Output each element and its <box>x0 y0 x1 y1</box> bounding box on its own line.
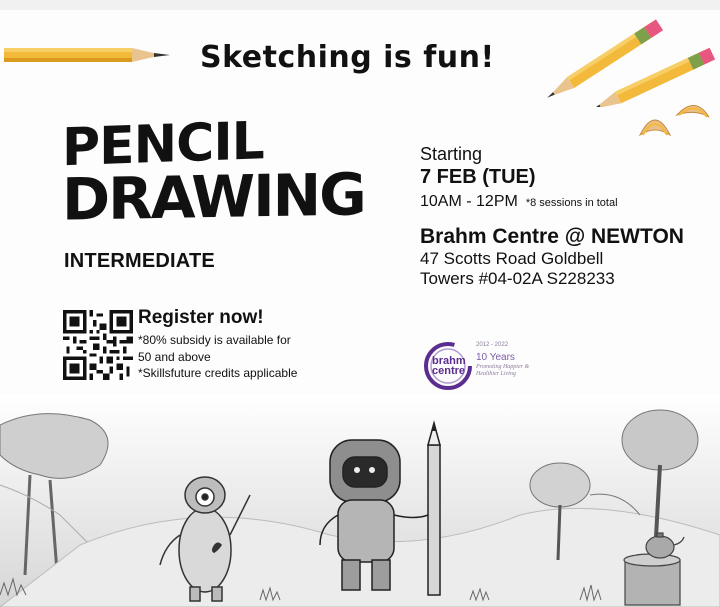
skillsfuture-line: *Skillsfuture credits applicable <box>138 366 298 381</box>
pencil-left-icon <box>4 40 174 70</box>
pencils-right-icon <box>545 12 720 107</box>
address-line-2: Towers #04-02A S228233 <box>420 268 615 288</box>
logo-brand-line-2: centre <box>432 364 466 377</box>
subsidy-line-1: *80% subsidy is available for <box>138 333 291 347</box>
start-date: 7 FEB (TUE) <box>420 166 536 188</box>
title-line-2: DRAWING <box>62 160 365 234</box>
class-time: 10AM - 12PM <box>420 193 518 210</box>
starting-label: Starting <box>420 144 483 164</box>
top-strip <box>0 0 720 10</box>
address-line-1: 47 Scotts Road Goldbell <box>420 249 604 268</box>
subsidy-line-2: 50 and above <box>138 349 211 364</box>
register-heading: Register now! <box>138 307 264 328</box>
venue-name: Brahm Centre @ NEWTON <box>420 225 684 248</box>
logo-brand-line-1: brahm <box>432 355 466 367</box>
title-line-1: PENCIL <box>62 111 264 179</box>
qr-code[interactable] <box>63 310 133 380</box>
logo-wordmark <box>432 357 466 377</box>
sketch-illustration <box>0 395 720 607</box>
registration-block <box>138 307 297 382</box>
logo-years: 2012 - 2022 <box>476 342 509 348</box>
logo-tagline: Promoting Happier & Healthier Living <box>476 364 530 378</box>
logo-anniversary: 10 Years <box>476 352 515 363</box>
course-title <box>62 111 365 234</box>
sessions-note: *8 sessions in total <box>525 197 618 209</box>
schedule-block <box>420 144 684 288</box>
headline: Sketching is fun! <box>200 40 495 75</box>
course-level: INTERMEDIATE <box>64 250 215 272</box>
